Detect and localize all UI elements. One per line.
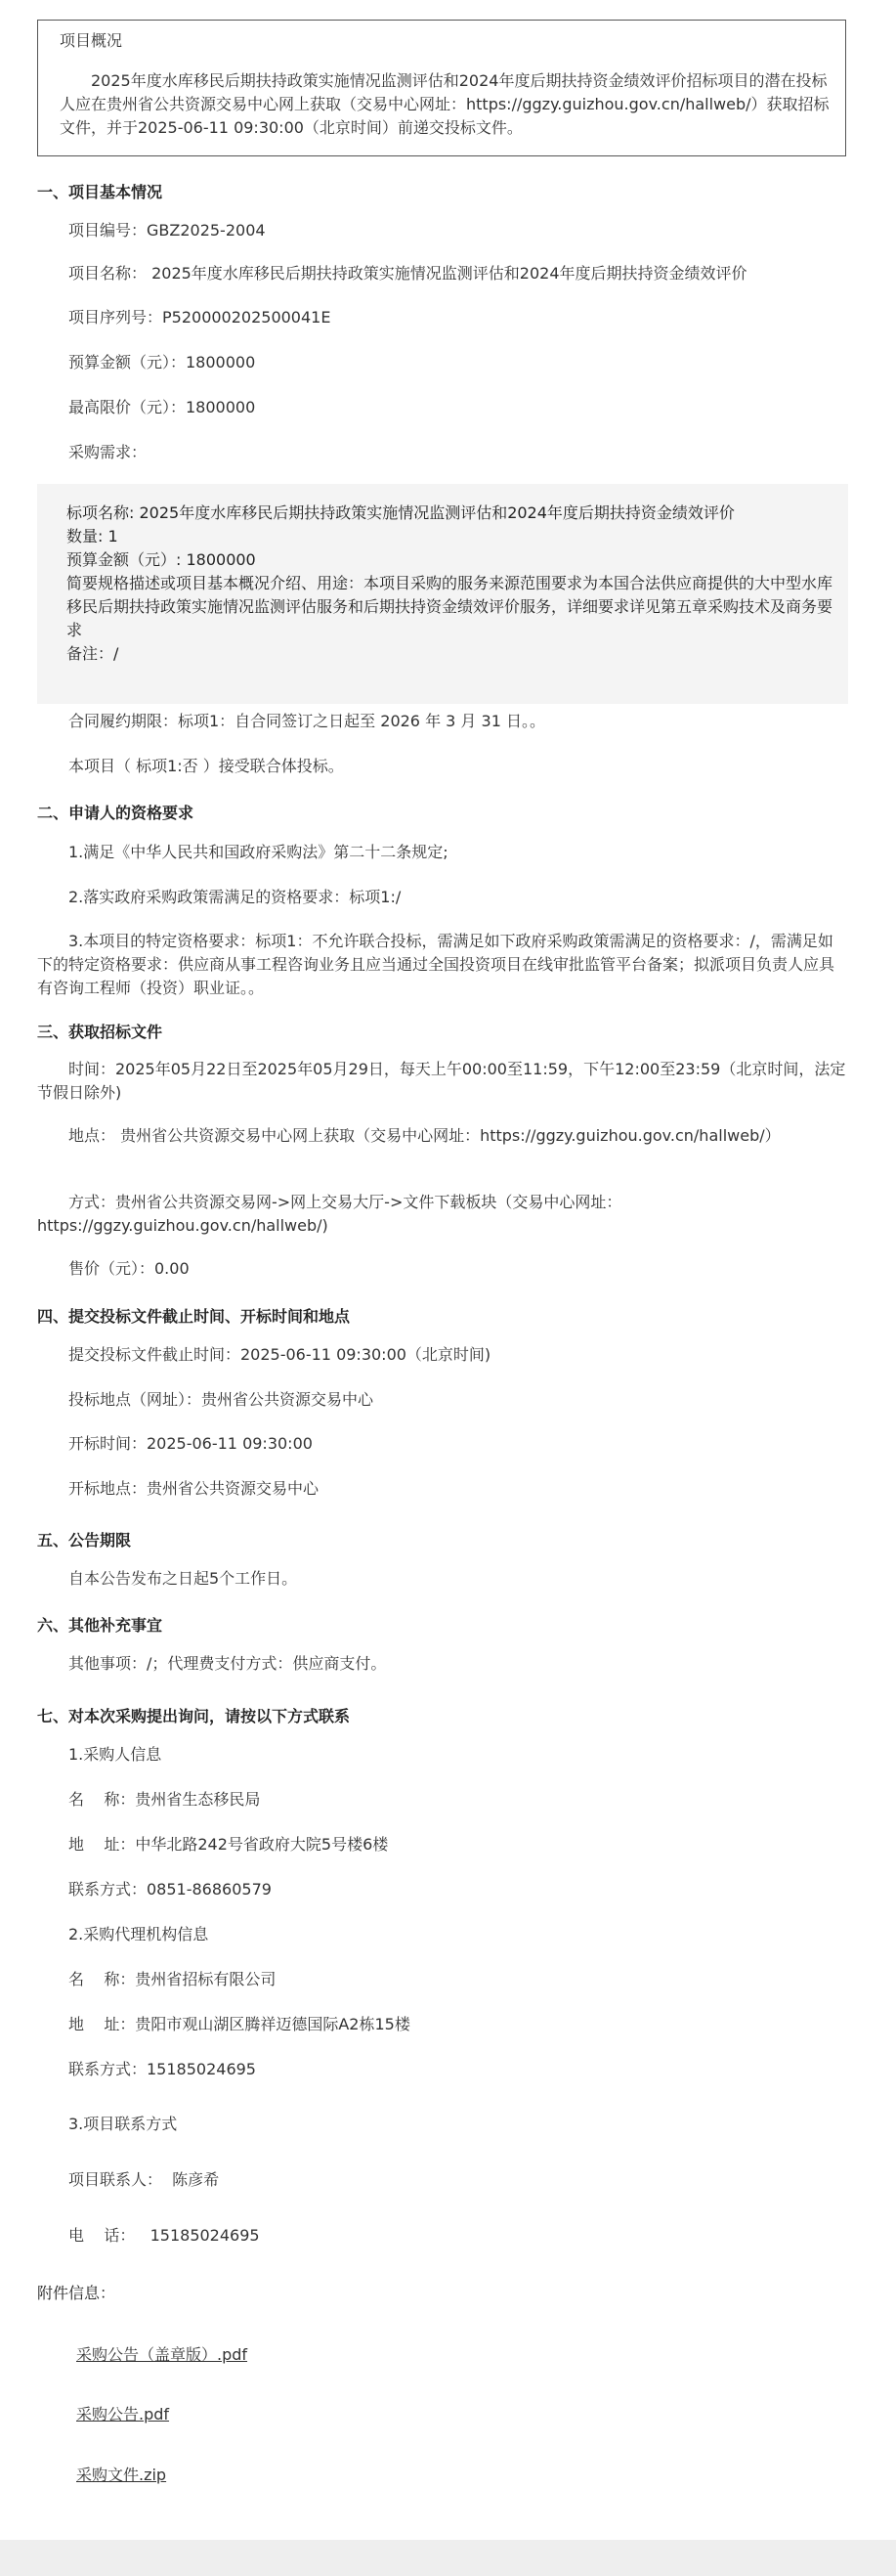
obtain-time: 时间：2025年05月22日至2025年05月29日，每天上午00:00至11:59，下午12:00至23:59（北京时间，法定节假日除外) (37, 1060, 846, 1102)
project-number: 项目编号：GBZ2025-2004 (68, 221, 266, 240)
document-price: 售价（元）：0.00 (68, 1259, 190, 1278)
contact-title: 3.项目联系方式 (68, 2115, 178, 2133)
buyer-name: 名 称：贵州省生态移民局 (68, 1790, 261, 1809)
project-serial: 项目序列号：P520000202500041E (68, 308, 331, 327)
buyer-phone: 联系方式：0851-86860579 (68, 1880, 272, 1899)
qualification-1: 1.满足《中华人民共和国政府采购法》第二十二条规定; (68, 843, 448, 861)
submission-deadline: 提交投标文件截止时间：2025-06-11 09:30:00（北京时间) (68, 1345, 491, 1364)
overview-text: 2025年度水库移民后期扶持政策实施情况监测评估和2024年度后期扶持资金绩效评价招标项目的潜在投标人应在贵州省公共资源交易中心网上获取（交易中心网址：https://ggzy.guizhou.gov.cn/hallweb/）获取招标文件，并于2025-06-11 09:30:00（北京时间）前递交投标文件。 (60, 71, 830, 137)
max-price: 最高限价（元）：1800000 (68, 398, 256, 416)
page-footer-bar (0, 2540, 896, 2576)
project-name: 项目名称： 2025年度水库移民后期扶持政策实施情况监测评估和2024年度后期扶持资金绩效评价 (68, 264, 747, 283)
demand-label: 采购需求： (68, 443, 148, 461)
section-7-heading: 七、对本次采购提出询问，请按以下方式联系 (37, 1707, 351, 1725)
attachment-link-sealed-notice[interactable]: 采购公告（盖章版）.pdf (76, 2345, 248, 2364)
buyer-info-title: 1.采购人信息 (68, 1745, 162, 1764)
project-overview-box (37, 20, 846, 156)
consortium-note: 本项目（ 标项1:否 ）接受联合体投标。 (68, 757, 344, 775)
lot-name: 标项名称: 2025年度水库移民后期扶持政策实施情况监测评估和2024年度后期扶持资金绩效评价 (66, 503, 735, 522)
section-6-heading: 六、其他补充事宜 (37, 1616, 163, 1635)
buyer-address: 地 址：中华北路242号省政府大院5号楼6楼 (68, 1835, 389, 1854)
overview-title: 项目概况 (60, 31, 123, 50)
qualification-2: 2.落实政府采购政策需满足的资格要求：标项1:/ (68, 888, 402, 906)
obtain-place: 地点： 贵州省公共资源交易中心网上获取（交易中心网址：https://ggzy.guizhou.gov.cn/hallweb/） (68, 1126, 781, 1145)
agent-phone: 联系方式：15185024695 (68, 2060, 256, 2078)
agent-info-title: 2.采购代理机构信息 (68, 1925, 209, 1943)
section-3-heading: 三、获取招标文件 (37, 1023, 163, 1041)
procurement-demand-box (37, 484, 848, 704)
notice-period: 自本公告发布之日起5个工作日。 (68, 1569, 298, 1588)
contract-period: 合同履约期限：标项1：自合同签订之日起至 2026 年 3 月 31 日。。 (68, 712, 545, 730)
section-1-heading: 一、项目基本情况 (37, 183, 163, 201)
agent-address: 地 址：贵阳市观山湖区腾祥迈德国际A2栋15楼 (68, 2015, 410, 2033)
agent-name: 名 称：贵州省招标有限公司 (68, 1970, 277, 1988)
other-matters: 其他事项：/；代理费支付方式：供应商支付。 (68, 1654, 387, 1673)
lot-description: 简要规格描述或项目基本概况介绍、用途：本项目采购的服务来源范围要求为本国合法供应商提供的大中型水库移民后期扶持政策实施情况监测评估服务和后期扶持资金绩效评价服务，详细要求详见第五章采购技术及商务要求 (66, 574, 833, 639)
section-5-heading: 五、公告期限 (37, 1531, 132, 1550)
bid-place: 投标地点（网址）：贵州省公共资源交易中心 (68, 1390, 374, 1409)
opening-time: 开标时间：2025-06-11 09:30:00 (68, 1434, 313, 1453)
lot-remark: 备注：/ (66, 644, 119, 663)
attachments-label: 附件信息： (37, 2284, 116, 2302)
lot-budget: 预算金额（元）: 1800000 (66, 550, 256, 569)
qualification-3: 3.本项目的特定资格要求：标项1：不允许联合投标，需满足如下政府采购政策需满足的资格要求：/，需满足如下的特定资格要求：供应商从事工程咨询业务且应当通过全国投资项目在线审批监管平台备案；拟派项目负责人应具有咨询工程师（投资）职业证。。 (37, 932, 835, 997)
obtain-method: 方式：贵州省公共资源交易网->网上交易大厅->文件下载板块（交易中心网址：https://ggzy.guizhou.gov.cn/hallweb/) (37, 1193, 622, 1235)
lot-quantity: 数量: 1 (66, 527, 118, 546)
section-4-heading: 四、提交投标文件截止时间、开标时间和地点 (37, 1307, 351, 1326)
section-2-heading: 二、申请人的资格要求 (37, 804, 194, 822)
contact-person: 项目联系人： 陈彦希 (68, 2170, 220, 2189)
attachment-link-notice[interactable]: 采购公告.pdf (76, 2405, 170, 2423)
attachment-link-procurement-docs[interactable]: 采购文件.zip (76, 2466, 167, 2484)
contact-phone: 电 话： 15185024695 (68, 2226, 260, 2245)
opening-place: 开标地点：贵州省公共资源交易中心 (68, 1479, 320, 1498)
budget-amount: 预算金额（元）：1800000 (68, 353, 256, 371)
